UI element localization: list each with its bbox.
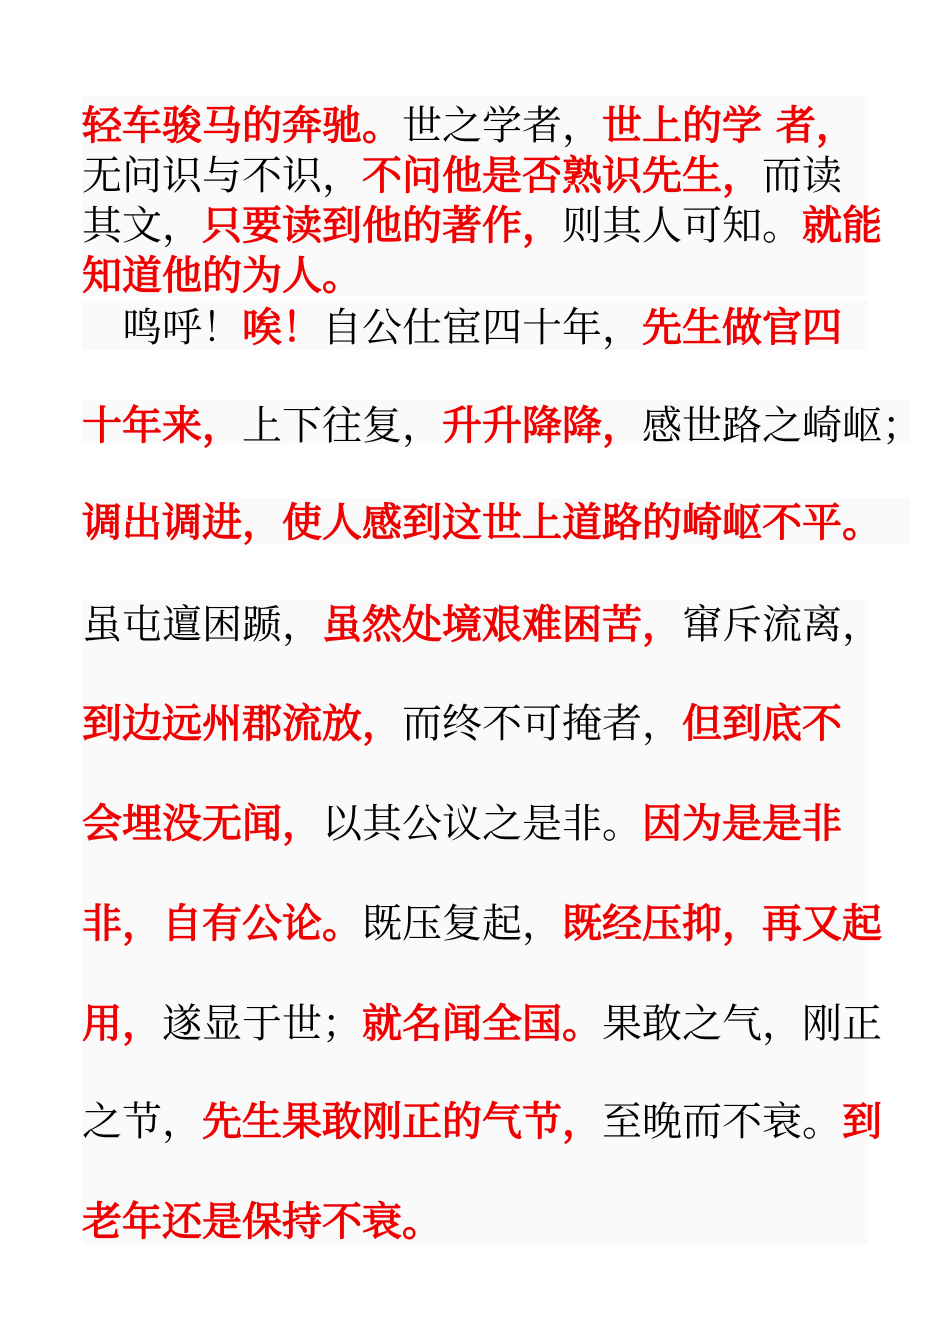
text-line bbox=[82, 100, 856, 152]
original-text: 虽屯邅困踬， bbox=[82, 602, 322, 648]
text-line bbox=[82, 250, 362, 302]
text-line bbox=[82, 798, 842, 850]
original-text: 之节， bbox=[82, 1099, 202, 1145]
text-line bbox=[82, 1096, 882, 1148]
annotation-text: 既经压抑，再又起 bbox=[562, 900, 882, 947]
annotation-text: 到 bbox=[842, 1098, 882, 1145]
original-text: 自公仕宦四十年， bbox=[322, 305, 642, 351]
annotation-text: 到边远州郡流放， bbox=[82, 700, 402, 747]
text-line bbox=[82, 898, 882, 950]
annotation-text: 但到底不 bbox=[682, 700, 842, 747]
original-text: 无问识与不识， bbox=[82, 153, 362, 199]
annotation-text: 用， bbox=[82, 1000, 162, 1047]
annotation-text: 轻车骏马的奔驰。 bbox=[82, 102, 402, 149]
original-text: 世之学者， bbox=[402, 103, 602, 149]
annotation-text: 先生果敢刚正的气节， bbox=[202, 1098, 602, 1145]
original-text: 至晚而不衰。 bbox=[602, 1099, 842, 1145]
annotation-text: 十年来， bbox=[82, 402, 242, 449]
annotation-text: 会埋没无闻， bbox=[82, 800, 322, 847]
original-text: 果敢之气，刚正 bbox=[602, 1001, 882, 1047]
original-text: 则其人可知。 bbox=[562, 203, 802, 249]
annotation-text: 唉！ bbox=[242, 304, 322, 351]
annotation-text: 调出调进，使人感到这世上道路的崎岖不平。 bbox=[82, 499, 882, 546]
annotation-text: 世上的学 者， bbox=[602, 102, 856, 149]
annotation-text: 就名闻全国。 bbox=[362, 1000, 602, 1047]
annotation-text: 先生做官四 bbox=[642, 304, 842, 351]
original-text: 既压复起， bbox=[362, 901, 562, 947]
text-line bbox=[82, 1196, 442, 1248]
annotation-text: 非，自有公论。 bbox=[82, 900, 362, 947]
original-text: 上下往复， bbox=[242, 403, 442, 449]
text-line bbox=[82, 200, 882, 252]
text-line bbox=[82, 400, 922, 452]
original-text: 而读 bbox=[762, 153, 842, 199]
text-line bbox=[82, 302, 842, 354]
text-line bbox=[82, 150, 842, 202]
text-line bbox=[82, 599, 882, 651]
annotation-text: 只要读到他的著作， bbox=[202, 202, 562, 249]
original-text: 其文， bbox=[82, 203, 202, 249]
annotation-text: 因为是是非 bbox=[642, 800, 842, 847]
original-text: 而终不可掩者， bbox=[402, 701, 682, 747]
original-text: 遂显于世； bbox=[162, 1001, 362, 1047]
annotation-text: 就能 bbox=[802, 202, 882, 249]
original-text: 以其公议之是非。 bbox=[322, 801, 642, 847]
annotation-text: 老年还是保持不衰。 bbox=[82, 1198, 442, 1245]
text-line bbox=[82, 698, 842, 750]
annotation-text: 虽然处境艰难困苦， bbox=[322, 601, 682, 648]
text-line bbox=[82, 998, 882, 1050]
original-text: 窜斥流离， bbox=[682, 602, 882, 648]
original-text: 感世路之崎岖； bbox=[642, 403, 922, 449]
annotation-text: 知道他的为人。 bbox=[82, 252, 362, 299]
text-line bbox=[82, 497, 882, 549]
original-text: 鸣呼！ bbox=[82, 305, 242, 351]
annotation-text: 升升降降， bbox=[442, 402, 642, 449]
annotation-text: 不问他是否熟识先生， bbox=[362, 152, 762, 199]
